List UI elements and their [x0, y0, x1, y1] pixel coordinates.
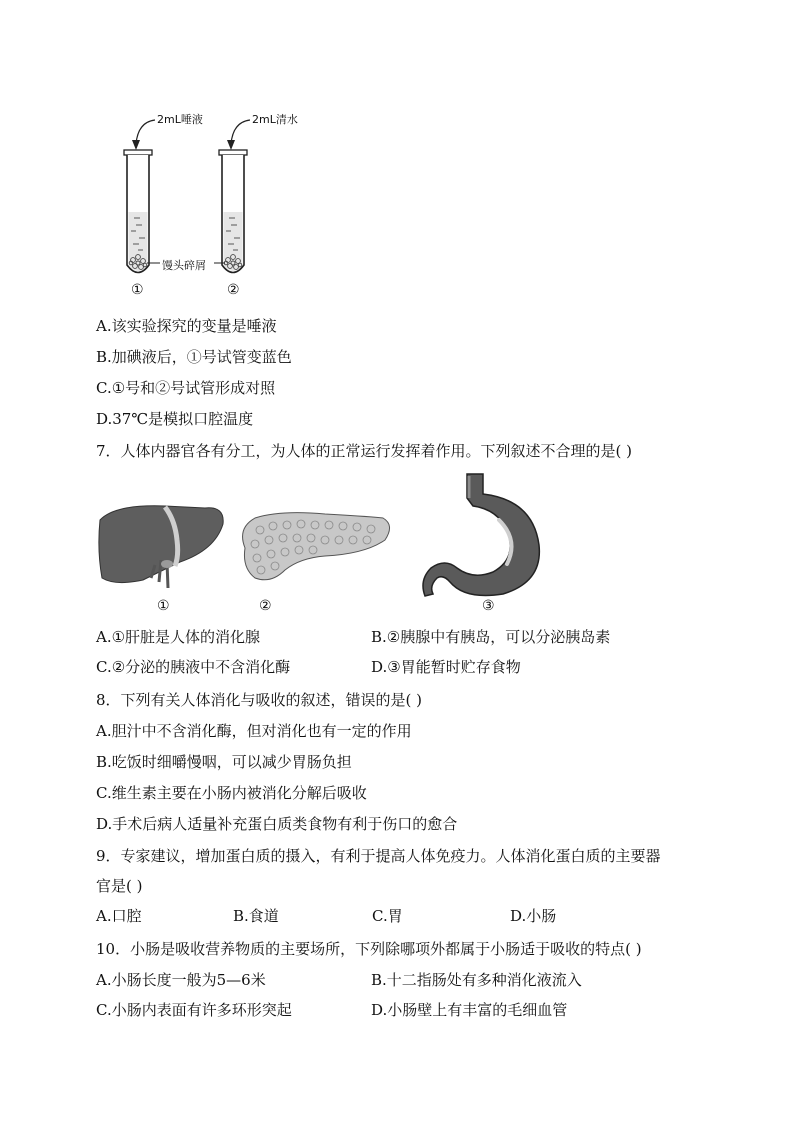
q7-stem: 7．人体内器官各有分工，为人体的正常运行发挥着作用。下列叙述不合理的是( )	[96, 442, 633, 460]
q9-stem-line2: 官是( )	[96, 877, 143, 895]
tube2-number: ②	[227, 282, 240, 298]
liver-drawing	[99, 506, 223, 588]
q9-option-c: C.胃	[372, 907, 403, 925]
q7-option-c: C.②分泌的胰液中不含消化酶	[96, 658, 291, 676]
q6-option-a: A.该实验探究的变量是唾液	[96, 317, 277, 335]
liver-number: ①	[157, 598, 170, 614]
q9-option-d: D.小肠	[510, 907, 557, 925]
test-tube-figure	[100, 100, 330, 305]
tube1-label: 2mL唾液	[157, 113, 203, 126]
q8-stem: 8．下列有关人体消化与吸收的叙述，错误的是( )	[96, 691, 423, 709]
q7-option-d: D.③胃能暂时贮存食物	[371, 658, 521, 676]
q8-option-c: C.维生素主要在小肠内被消化分解后吸收	[96, 784, 367, 802]
q6-option-d: D.37℃是模拟口腔温度	[96, 410, 254, 428]
q9-stem-line1: 9．专家建议，增加蛋白质的摄入，有利于提高人体免疫力。人体消化蛋白质的主要器	[96, 847, 661, 865]
pancreas-drawing	[243, 513, 390, 580]
q6-option-c: C.①号和②号试管形成对照	[96, 379, 276, 397]
stomach-number: ③	[482, 598, 495, 614]
q7-option-b: B.②胰腺中有胰岛，可以分泌胰岛素	[371, 628, 611, 646]
q6-option-b: B.加碘液后，①号试管变蓝色	[96, 348, 292, 366]
q9-option-a: A.口腔	[96, 907, 142, 925]
q10-option-d: D.小肠壁上有丰富的毛细血管	[371, 1001, 568, 1019]
q9-option-b: B.食道	[233, 907, 279, 925]
stomach-drawing	[423, 474, 539, 596]
test-tube-drawing	[100, 100, 330, 305]
tube1-number: ①	[131, 282, 144, 298]
tube2-label: 2mL清水	[252, 113, 298, 126]
pancreas-number: ②	[259, 598, 272, 614]
organ-figure	[95, 470, 555, 620]
q8-option-b: B.吃饭时细嚼慢咽，可以减少胃肠负担	[96, 753, 352, 771]
q10-option-c: C.小肠内表面有许多环形突起	[96, 1001, 292, 1019]
bread-crumbs-label: 馒头碎屑	[162, 259, 206, 272]
q10-option-a: A.小肠长度一般为5—6米	[96, 971, 266, 989]
q10-option-b: B.十二指肠处有多种消化液流入	[371, 971, 582, 989]
q8-option-a: A.胆汁中不含消化酶，但对消化也有一定的作用	[96, 722, 412, 740]
q10-stem: 10．小肠是吸收营养物质的主要场所，下列除哪项外都属于小肠适于吸收的特点( )	[96, 940, 642, 958]
q7-option-a: A.①肝脏是人体的消化腺	[96, 628, 261, 646]
q8-option-d: D.手术后病人适量补充蛋白质类食物有利于伤口的愈合	[96, 815, 458, 833]
